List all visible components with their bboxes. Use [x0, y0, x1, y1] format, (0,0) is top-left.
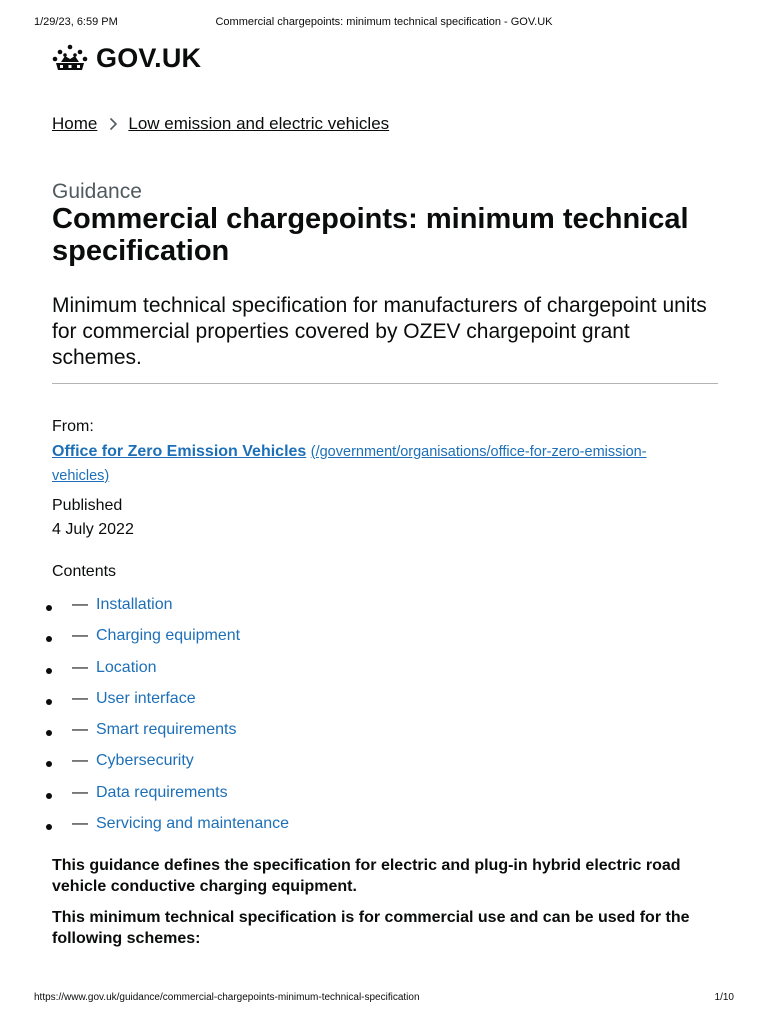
breadcrumb: [52, 114, 389, 134]
page-caption: Guidance: [52, 180, 142, 203]
divider: [52, 383, 718, 384]
bullet-icon: [46, 699, 52, 705]
bullet-icon: [46, 668, 52, 674]
contents-link-installation[interactable]: Installation: [96, 596, 173, 613]
print-footer: [34, 992, 734, 1006]
list-item: [40, 627, 289, 658]
list-item: [40, 784, 289, 815]
govuk-logo-link[interactable]: [52, 42, 201, 74]
body-paragraph-2: This minimum technical specification is for commercial use and can be used for the following schemes:: [52, 909, 690, 947]
print-footer-url: https://www.gov.uk/guidance/commercial-chargepoints-minimum-technical-specification: [34, 992, 420, 1003]
breadcrumb-home[interactable]: Home: [52, 114, 98, 133]
contents-link-charging-equipment[interactable]: Charging equipment: [96, 627, 241, 645]
bullet-icon: [46, 793, 52, 799]
dash: —: [72, 658, 88, 676]
dash: —: [72, 689, 88, 707]
print-doc-title: Commercial chargepoints: minimum technical specification - GOV.UK: [215, 16, 553, 28]
bullet-icon: [46, 636, 52, 642]
print-header: [34, 16, 734, 30]
list-item: [40, 721, 289, 752]
list-item: [40, 659, 289, 690]
page-number: 1/10: [714, 992, 734, 1003]
dash: —: [72, 721, 88, 739]
crown-icon: [52, 43, 88, 73]
contents-title: Contents: [52, 563, 117, 580]
list-item: [40, 752, 289, 783]
dash: —: [72, 783, 88, 801]
organisation-url[interactable]: (/government/organisations/office-for-zero-emission-vehicles): [52, 444, 647, 484]
dash: —: [72, 627, 88, 645]
logo-text: GOV.UK: [96, 42, 202, 73]
page-title: Commercial chargepoints: minimum technical specification: [52, 203, 689, 267]
bullet-icon: [46, 824, 52, 830]
contents-link-servicing[interactable]: Servicing and maintenance: [96, 815, 290, 833]
contents-link-cybersecurity[interactable]: Cybersecurity: [96, 752, 194, 770]
dash: —: [72, 752, 88, 770]
list-item: [40, 596, 289, 627]
contents-link-smart-requirements[interactable]: Smart requirements: [96, 721, 237, 739]
organisation-name[interactable]: Office for Zero Emission Vehicles: [52, 443, 307, 460]
from-organisation-link[interactable]: [52, 440, 702, 488]
list-item: [40, 690, 289, 721]
list-item: [40, 815, 289, 846]
chevron-right-icon: [109, 117, 118, 131]
dash: —: [72, 596, 88, 613]
dash: —: [72, 815, 88, 833]
contents-list: [40, 596, 289, 846]
bullet-icon: [46, 730, 52, 736]
body-paragraph-1: This guidance defines the specification for electric and plug-in hybrid electric road vehicle conductive charging equipment.: [52, 857, 681, 895]
published-date: 4 July 2022: [52, 521, 134, 538]
lead-paragraph: Minimum technical specification for manufacturers of chargepoint units for commercial properties covered by OZEV chargepoint grant schemes.: [52, 294, 707, 369]
print-datetime: 1/29/23, 6:59 PM: [34, 16, 118, 28]
published-label: Published: [52, 497, 123, 514]
bullet-icon: [46, 605, 52, 611]
contents-link-user-interface[interactable]: User interface: [96, 689, 196, 707]
contents-link-location[interactable]: Location: [96, 658, 157, 676]
breadcrumb-low-emission[interactable]: Low emission and electric vehicles: [128, 114, 390, 133]
from-label: From:: [52, 418, 94, 435]
bullet-icon: [46, 761, 52, 767]
contents-link-data-requirements[interactable]: Data requirements: [96, 783, 228, 801]
